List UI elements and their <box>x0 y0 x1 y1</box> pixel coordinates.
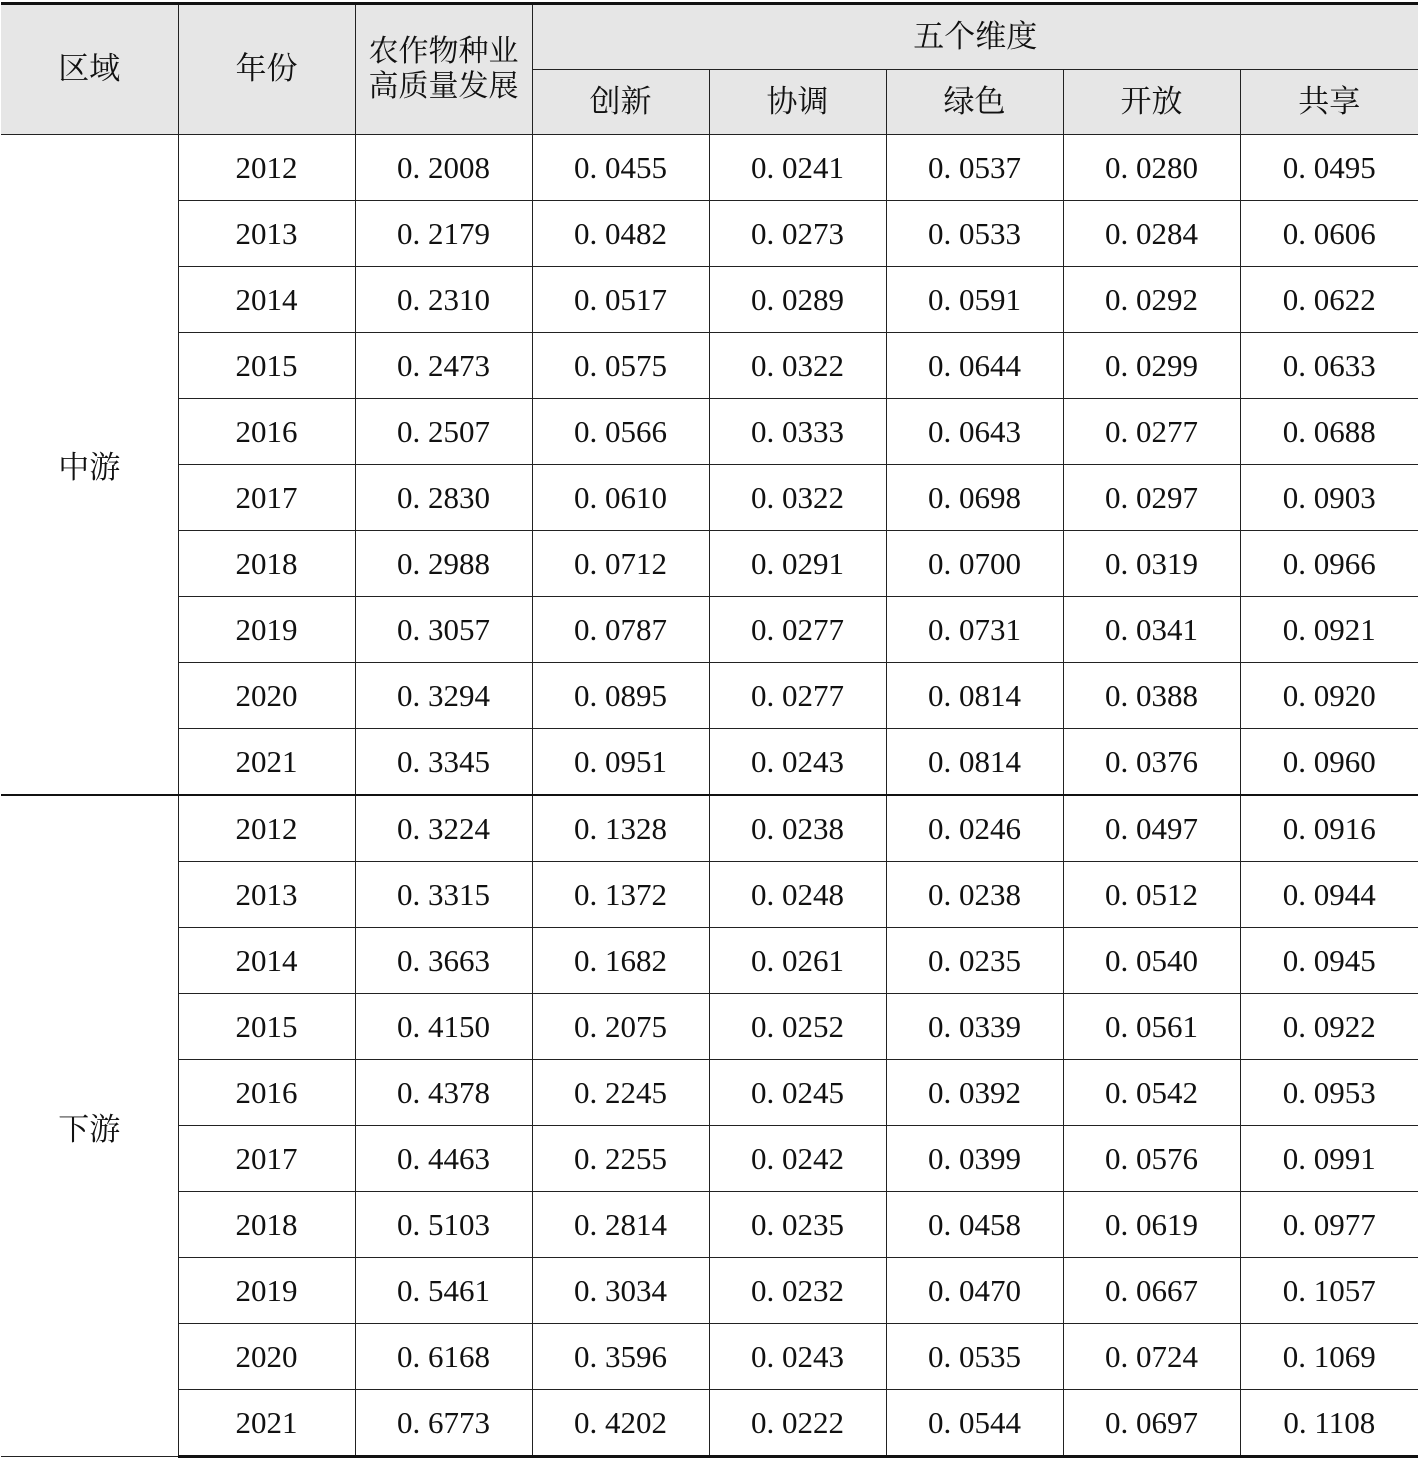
coordination-cell: 0. 0248 <box>709 862 886 928</box>
sharing-cell: 0. 0991 <box>1240 1126 1418 1192</box>
openness-cell: 0. 0542 <box>1063 1060 1240 1126</box>
header-openness: 开放 <box>1063 70 1240 135</box>
sharing-cell: 0. 0622 <box>1240 267 1418 333</box>
composite-cell: 0. 4378 <box>355 1060 532 1126</box>
table-row <box>1 1126 1418 1192</box>
region-cell: 中游 <box>1 135 178 796</box>
green-cell: 0. 0470 <box>886 1258 1063 1324</box>
year-cell: 2020 <box>178 663 355 729</box>
year-cell: 2014 <box>178 928 355 994</box>
innovation-cell: 0. 2814 <box>532 1192 709 1258</box>
innovation-cell: 0. 0951 <box>532 729 709 796</box>
openness-cell: 0. 0540 <box>1063 928 1240 994</box>
openness-cell: 0. 0280 <box>1063 135 1240 201</box>
year-cell: 2016 <box>178 399 355 465</box>
openness-cell: 0. 0619 <box>1063 1192 1240 1258</box>
green-cell: 0. 0458 <box>886 1192 1063 1258</box>
table-row <box>1 1390 1418 1457</box>
sharing-cell: 0. 0606 <box>1240 201 1418 267</box>
composite-cell: 0. 3057 <box>355 597 532 663</box>
table-body <box>1 135 1418 1457</box>
composite-cell: 0. 4150 <box>355 994 532 1060</box>
openness-cell: 0. 0512 <box>1063 862 1240 928</box>
openness-cell: 0. 0561 <box>1063 994 1240 1060</box>
innovation-cell: 0. 0787 <box>532 597 709 663</box>
coordination-cell: 0. 0241 <box>709 135 886 201</box>
year-cell: 2018 <box>178 531 355 597</box>
green-cell: 0. 0339 <box>886 994 1063 1060</box>
innovation-cell: 0. 3034 <box>532 1258 709 1324</box>
coordination-cell: 0. 0322 <box>709 333 886 399</box>
year-cell: 2021 <box>178 1390 355 1457</box>
composite-cell: 0. 2310 <box>355 267 532 333</box>
innovation-cell: 0. 0712 <box>532 531 709 597</box>
innovation-cell: 0. 0610 <box>532 465 709 531</box>
green-cell: 0. 0399 <box>886 1126 1063 1192</box>
coordination-cell: 0. 0222 <box>709 1390 886 1457</box>
openness-cell: 0. 0319 <box>1063 531 1240 597</box>
green-cell: 0. 0698 <box>886 465 1063 531</box>
innovation-cell: 0. 0566 <box>532 399 709 465</box>
sharing-cell: 0. 0966 <box>1240 531 1418 597</box>
table-row <box>1 399 1418 465</box>
openness-cell: 0. 0341 <box>1063 597 1240 663</box>
innovation-cell: 0. 4202 <box>532 1390 709 1457</box>
composite-cell: 0. 2830 <box>355 465 532 531</box>
composite-cell: 0. 3224 <box>355 795 532 862</box>
coordination-cell: 0. 0243 <box>709 1324 886 1390</box>
table-row <box>1 1258 1418 1324</box>
composite-cell: 0. 3345 <box>355 729 532 796</box>
green-cell: 0. 0643 <box>886 399 1063 465</box>
composite-cell: 0. 3663 <box>355 928 532 994</box>
header-region: 区域 <box>1 4 178 135</box>
table-row <box>1 267 1418 333</box>
header-coordination: 协调 <box>709 70 886 135</box>
table-row <box>1 928 1418 994</box>
table-row <box>1 201 1418 267</box>
openness-cell: 0. 0667 <box>1063 1258 1240 1324</box>
coordination-cell: 0. 0245 <box>709 1060 886 1126</box>
table-row <box>1 1324 1418 1390</box>
coordination-cell: 0. 0232 <box>709 1258 886 1324</box>
header-sharing: 共享 <box>1240 70 1418 135</box>
year-cell: 2014 <box>178 267 355 333</box>
openness-cell: 0. 0576 <box>1063 1126 1240 1192</box>
year-cell: 2016 <box>178 1060 355 1126</box>
table-row <box>1 663 1418 729</box>
table-row <box>1 1060 1418 1126</box>
header-composite <box>355 4 532 135</box>
coordination-cell: 0. 0238 <box>709 795 886 862</box>
year-cell: 2015 <box>178 994 355 1060</box>
openness-cell: 0. 0724 <box>1063 1324 1240 1390</box>
sharing-cell: 0. 0903 <box>1240 465 1418 531</box>
innovation-cell: 0. 2255 <box>532 1126 709 1192</box>
green-cell: 0. 0700 <box>886 531 1063 597</box>
composite-cell: 0. 4463 <box>355 1126 532 1192</box>
green-cell: 0. 0537 <box>886 135 1063 201</box>
openness-cell: 0. 0284 <box>1063 201 1240 267</box>
sharing-cell: 0. 0920 <box>1240 663 1418 729</box>
table-row <box>1 994 1418 1060</box>
innovation-cell: 0. 0482 <box>532 201 709 267</box>
data-table <box>1 2 1418 1458</box>
table-row <box>1 531 1418 597</box>
coordination-cell: 0. 0235 <box>709 1192 886 1258</box>
table-row <box>1 465 1418 531</box>
composite-cell: 0. 5103 <box>355 1192 532 1258</box>
coordination-cell: 0. 0289 <box>709 267 886 333</box>
openness-cell: 0. 0292 <box>1063 267 1240 333</box>
sharing-cell: 0. 0945 <box>1240 928 1418 994</box>
innovation-cell: 0. 0455 <box>532 135 709 201</box>
composite-cell: 0. 2507 <box>355 399 532 465</box>
sharing-cell: 0. 0977 <box>1240 1192 1418 1258</box>
green-cell: 0. 0246 <box>886 795 1063 862</box>
year-cell: 2013 <box>178 201 355 267</box>
green-cell: 0. 0235 <box>886 928 1063 994</box>
sharing-cell: 0. 0921 <box>1240 597 1418 663</box>
sharing-cell: 0. 1108 <box>1240 1390 1418 1457</box>
composite-cell: 0. 2179 <box>355 201 532 267</box>
table-row <box>1 135 1418 201</box>
composite-cell: 0. 3315 <box>355 862 532 928</box>
sharing-cell: 0. 0922 <box>1240 994 1418 1060</box>
coordination-cell: 0. 0273 <box>709 201 886 267</box>
coordination-cell: 0. 0277 <box>709 663 886 729</box>
sharing-cell: 0. 0960 <box>1240 729 1418 796</box>
innovation-cell: 0. 2075 <box>532 994 709 1060</box>
year-cell: 2012 <box>178 795 355 862</box>
coordination-cell: 0. 0333 <box>709 399 886 465</box>
coordination-cell: 0. 0261 <box>709 928 886 994</box>
header-green: 绿色 <box>886 70 1063 135</box>
year-cell: 2017 <box>178 1126 355 1192</box>
year-cell: 2021 <box>178 729 355 796</box>
header-dimensions-group: 五个维度 <box>532 4 1418 70</box>
year-cell: 2020 <box>178 1324 355 1390</box>
table-row <box>1 333 1418 399</box>
table-row <box>1 729 1418 796</box>
sharing-cell: 0. 1069 <box>1240 1324 1418 1390</box>
innovation-cell: 0. 1682 <box>532 928 709 994</box>
innovation-cell: 0. 0517 <box>532 267 709 333</box>
year-cell: 2012 <box>178 135 355 201</box>
composite-cell: 0. 2008 <box>355 135 532 201</box>
year-cell: 2019 <box>178 1258 355 1324</box>
header-composite-line2: 高质量发展 <box>368 68 519 104</box>
green-cell: 0. 0814 <box>886 663 1063 729</box>
green-cell: 0. 0591 <box>886 267 1063 333</box>
composite-cell: 0. 6168 <box>355 1324 532 1390</box>
innovation-cell: 0. 1372 <box>532 862 709 928</box>
green-cell: 0. 0238 <box>886 862 1063 928</box>
openness-cell: 0. 0297 <box>1063 465 1240 531</box>
region-cell: 下游 <box>1 795 178 1457</box>
header-composite-line1: 农作物种业 <box>368 34 519 69</box>
composite-cell: 0. 6773 <box>355 1390 532 1457</box>
sharing-cell: 0. 0916 <box>1240 795 1418 862</box>
header-innovation: 创新 <box>532 70 709 135</box>
sharing-cell: 0. 0495 <box>1240 135 1418 201</box>
table-row <box>1 862 1418 928</box>
green-cell: 0. 0392 <box>886 1060 1063 1126</box>
openness-cell: 0. 0376 <box>1063 729 1240 796</box>
year-cell: 2017 <box>178 465 355 531</box>
coordination-cell: 0. 0322 <box>709 465 886 531</box>
table-header <box>1 4 1418 135</box>
sharing-cell: 0. 0953 <box>1240 1060 1418 1126</box>
coordination-cell: 0. 0243 <box>709 729 886 796</box>
composite-cell: 0. 2988 <box>355 531 532 597</box>
composite-cell: 0. 5461 <box>355 1258 532 1324</box>
year-cell: 2019 <box>178 597 355 663</box>
green-cell: 0. 0731 <box>886 597 1063 663</box>
table-row <box>1 1192 1418 1258</box>
innovation-cell: 0. 0895 <box>532 663 709 729</box>
innovation-cell: 0. 0575 <box>532 333 709 399</box>
green-cell: 0. 0544 <box>886 1390 1063 1457</box>
year-cell: 2015 <box>178 333 355 399</box>
coordination-cell: 0. 0291 <box>709 531 886 597</box>
green-cell: 0. 0814 <box>886 729 1063 796</box>
innovation-cell: 0. 2245 <box>532 1060 709 1126</box>
year-cell: 2018 <box>178 1192 355 1258</box>
green-cell: 0. 0644 <box>886 333 1063 399</box>
green-cell: 0. 0533 <box>886 201 1063 267</box>
green-cell: 0. 0535 <box>886 1324 1063 1390</box>
coordination-cell: 0. 0277 <box>709 597 886 663</box>
year-cell: 2013 <box>178 862 355 928</box>
sharing-cell: 0. 0944 <box>1240 862 1418 928</box>
sharing-cell: 0. 0688 <box>1240 399 1418 465</box>
openness-cell: 0. 0299 <box>1063 333 1240 399</box>
coordination-cell: 0. 0252 <box>709 994 886 1060</box>
table-row <box>1 795 1418 862</box>
innovation-cell: 0. 3596 <box>532 1324 709 1390</box>
openness-cell: 0. 0497 <box>1063 795 1240 862</box>
innovation-cell: 0. 1328 <box>532 795 709 862</box>
coordination-cell: 0. 0242 <box>709 1126 886 1192</box>
header-year: 年份 <box>178 4 355 135</box>
openness-cell: 0. 0697 <box>1063 1390 1240 1457</box>
composite-cell: 0. 2473 <box>355 333 532 399</box>
header-row-top <box>1 4 1418 70</box>
openness-cell: 0. 0388 <box>1063 663 1240 729</box>
openness-cell: 0. 0277 <box>1063 399 1240 465</box>
sharing-cell: 0. 0633 <box>1240 333 1418 399</box>
table-row <box>1 597 1418 663</box>
composite-cell: 0. 3294 <box>355 663 532 729</box>
sharing-cell: 0. 1057 <box>1240 1258 1418 1324</box>
